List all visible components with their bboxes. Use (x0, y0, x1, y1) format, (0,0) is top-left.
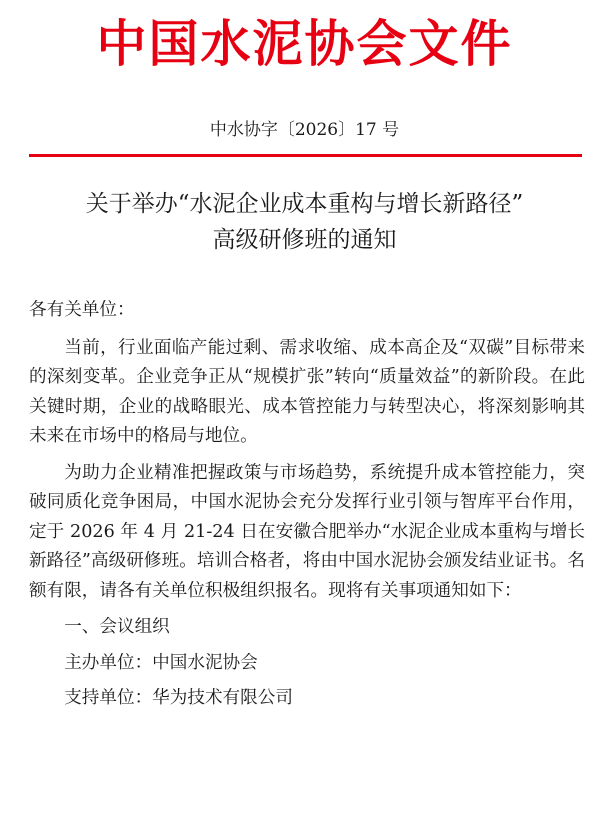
organizer-line: 主办单位：中国水泥协会 (64, 652, 258, 673)
notice-title-line-1: 关于举办“水泥企业成本重构与增长新路径” (85, 191, 524, 217)
notice-title (0, 186, 609, 258)
document-masthead: 中国水泥协会文件 (96, 15, 513, 73)
document-number: 中水协字〔2026〕17 号 (209, 120, 400, 140)
paragraph-purpose: 为助力企业精准把握政策与市场趋势，系统提升成本管控能力，突破同质化竞争困局，中国水泥协会充分发挥行业引领与智库平台作用，定于 2026 年 4 月 21-24 日在安徽合肥举办“水泥企业成本重构与增长新路径”高级研修班。培训合格者，将由中国水泥协会颁发结业证书。名额有限，请各有关单位积极组织报名。现将有关事项通知如下： (29, 462, 585, 601)
salutation: 各有关单位： (29, 300, 135, 320)
notice-title-line-2: 高级研修班的通知 (212, 227, 397, 253)
supporter-line: 支持单位：华为技术有限公司 (64, 688, 293, 708)
paragraph-background: 当前，行业面临产能过剩、需求收缩、成本高企及“双碳”目标带来的深刻变革。企业竞争正从“规模扩张”转向“质量效益”的新阶段。在此关键时期，企业的战略眼光、成本管控能力与转型决心，将深刻影响其未来在市场中的格局与地位。 (29, 337, 585, 446)
section-heading-organization: 一、会议组织 (64, 617, 170, 637)
red-divider-line (29, 154, 582, 157)
notice-body (29, 296, 585, 720)
